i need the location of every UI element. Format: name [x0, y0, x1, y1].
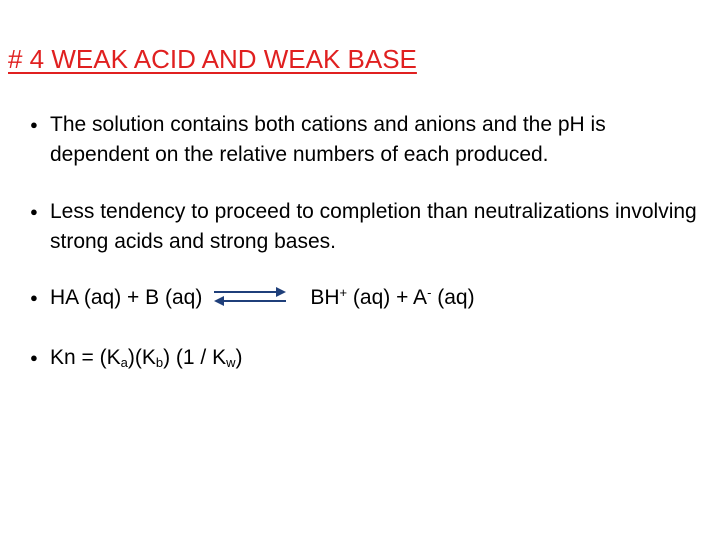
a-charge: -: [427, 285, 432, 300]
bullet-dot-icon: ●: [30, 204, 38, 219]
bullet-item-equation: [30, 283, 700, 313]
equilibrium-arrows-icon: [212, 285, 288, 307]
kw-subscript: w: [226, 355, 236, 370]
kb-subscript: b: [155, 355, 164, 370]
bullet-item: [30, 110, 700, 170]
kn-formula: [50, 343, 700, 373]
bullet-dot-icon: ●: [30, 350, 38, 365]
equation-reactants: HA (aq) + B (aq): [50, 286, 203, 309]
slide-title: # 4 WEAK ACID AND WEAK BASE: [8, 44, 417, 74]
bh-charge: +: [339, 285, 348, 300]
product-mid: (aq) + A: [347, 286, 428, 309]
bullet-text: Less tendency to proceed to completion than neutralizations involving strong acids and strong bases.: [50, 200, 697, 253]
ka-subscript: a: [120, 355, 128, 370]
product-bh: BH: [310, 286, 340, 309]
reaction-equation: [50, 283, 700, 313]
bullet-dot-icon: ●: [30, 117, 38, 132]
kn-lhs: Kn = (K: [50, 346, 121, 369]
equation-products: [310, 283, 474, 313]
product-end: (aq): [431, 286, 475, 309]
kn-end: ): [235, 346, 243, 369]
kn-mid1: )(K: [127, 346, 156, 369]
bullet-dot-icon: ●: [30, 290, 38, 305]
bullet-item: [30, 197, 700, 257]
kn-mid2: ) (1 / K: [163, 346, 227, 369]
bullet-text: The solution contains both cations and anions and the pH is dependent on the relative numbers of each produced.: [50, 113, 606, 166]
bullet-item-formula: [30, 343, 700, 373]
